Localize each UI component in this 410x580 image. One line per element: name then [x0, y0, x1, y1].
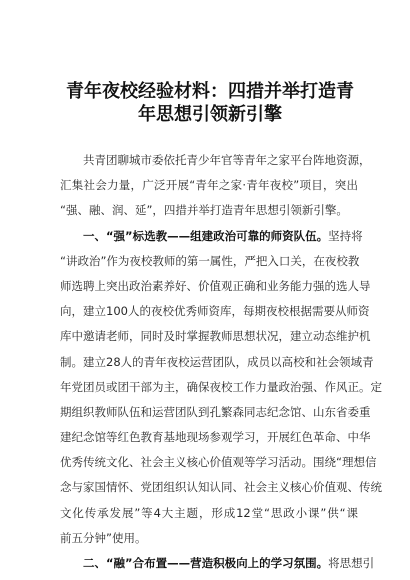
paragraph-text: 文化传承发展”等4大主题，形成12堂“思政小课”供“课	[60, 505, 358, 520]
paragraph-text: 期组织教师队伍和运营团队到孔繁森同志纪念馆、山东省委重	[60, 404, 371, 419]
document-body	[60, 148, 382, 576]
paragraph-line	[60, 148, 371, 173]
paragraph-line	[60, 249, 358, 274]
paragraph-text: 将思想引	[328, 556, 375, 570]
paragraph-text: 坚持将	[328, 228, 363, 243]
paragraph-line	[60, 350, 374, 375]
section-heading: 一、“强”标选教——组建政治可靠的师资队伍。	[60, 228, 329, 243]
paragraph-text: “讲政治”作为夜校教师的第一属性，严把入口关，在夜校教	[60, 253, 360, 268]
paragraph-text: 向，建立100人的夜校优秀师资库，每期夜校根据需要从师资	[60, 304, 370, 319]
paragraph-text: 念与家国情怀、党团组织认知认同、社会主义核心价值观、传统	[60, 480, 382, 495]
section-heading-line	[60, 224, 363, 249]
paragraph-line	[60, 526, 358, 551]
paragraph-text: 制。建立28人的青年夜校运营团队，成员以高校和社会领域青	[60, 354, 374, 369]
paragraph-line	[60, 425, 371, 450]
paragraph-text: “强、融、润、延”，四措并举打造青年思想引领新引擎。	[60, 203, 348, 218]
paragraph-line	[60, 299, 370, 324]
paragraph-text: 汇集社会力量，广泛开展“青年之家·青年夜校”项目，突出	[60, 178, 358, 193]
paragraph-line	[60, 501, 358, 526]
paragraph-text: 优秀传统文化、社会主义核心价值观等学习活动。围绕“理想信	[60, 455, 377, 470]
document-title	[60, 80, 360, 126]
section-heading: 二、“融”合布置——营造积极向上的学习氛围。	[60, 556, 329, 570]
section-heading-line	[60, 551, 375, 576]
paragraph-line	[60, 450, 377, 475]
paragraph-text: 年党团员或团干部为主，确保夜校工作力量政治强、作风正。定	[60, 379, 382, 394]
paragraph-line	[60, 324, 371, 349]
title-line-2: 年思想引领新引擎	[138, 104, 282, 125]
paragraph-line	[60, 173, 358, 198]
paragraph-line	[60, 400, 371, 425]
paragraph-line	[60, 475, 382, 500]
title-line-1: 青年夜校经验材料：四措并举打造青	[66, 81, 354, 102]
paragraph-text: 前五分钟”使用。	[60, 530, 147, 545]
paragraph-text: 库中邀请老师，同时及时掌握教师思想状况，建立动态维护机	[60, 329, 371, 344]
paragraph-line	[60, 375, 382, 400]
paragraph-text: 师选聘上突出政治素养好、价值观正确和业务能力强的选人导	[60, 278, 371, 293]
paragraph-line	[60, 274, 371, 299]
paragraph-line	[60, 198, 358, 223]
paragraph-text: 建纪念馆等红色教育基地现场参观学习，开展红色革命、中华	[60, 430, 371, 445]
paragraph-text: 共青团聊城市委依托青少年官等青年之家平台阵地资源，	[60, 153, 371, 167]
